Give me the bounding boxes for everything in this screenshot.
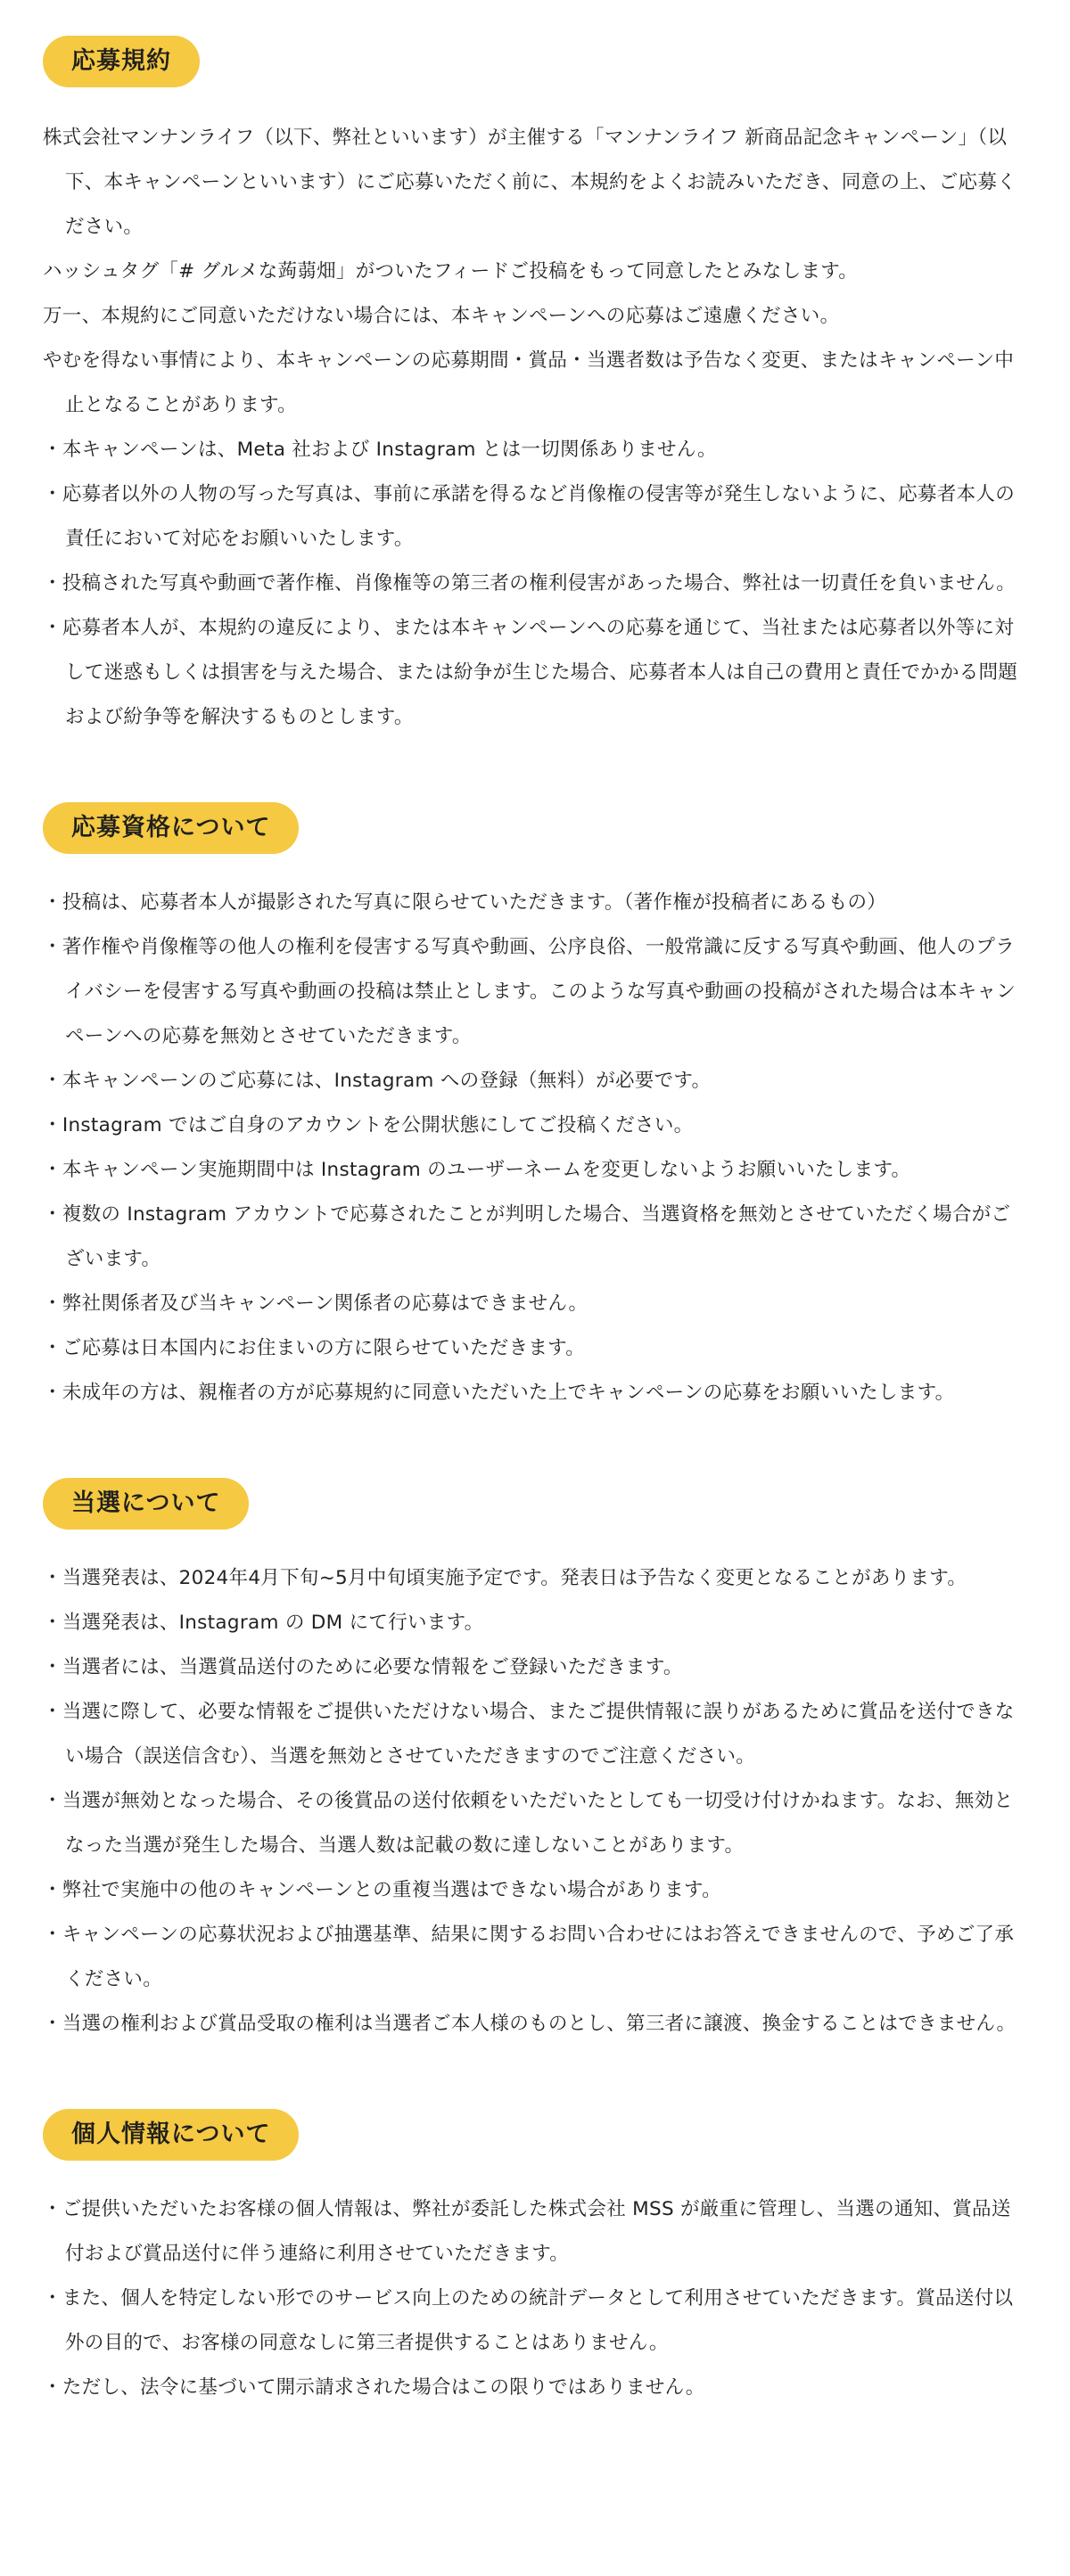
winning-bullet: ・当選発表は、2024年4月下旬~5月中旬頃実施予定です。発表日は予告なく変更となることがあります。	[43, 1567, 967, 1589]
privacy-bullet-text: ご提供いただいたお客様の個人情報は、弊社が委託した株式会社 MSS が厳重に管理し、当選の通知、賞品送付および賞品送付に伴う連絡に利用させていただきます。	[62, 2198, 1011, 2265]
eligibility-bullet-text: ご応募は日本国内にお住まいの方に限らせていただきます。	[62, 1337, 586, 1359]
eligibility-bullet-text: 複数の Instagram アカウントで応募されたことが判明した場合、当選資格を無効とさせていただく場合がございます。	[62, 1203, 1011, 1270]
rules-bullet-text: 応募者以外の人物の写った写真は、事前に承諾を得るなど肖像権の侵害等が発生しないように、応募者本人の責任において対応をお願いいたします。	[62, 483, 1016, 550]
winning-bullet-text: 当選者には、当選賞品送付のために必要な情報をご登録いただきます。	[62, 1656, 683, 1678]
rules-bullet-text: 応募者本人が、本規約の違反により、または本キャンペーンへの応募を通じて、当社または応募者以外等に対して迷惑もしくは損害を与えた場合、または紛争が生じた場合、応募者本人は自己の費用と責任でかかる問題および紛争等を解決するものとします。	[62, 617, 1018, 728]
eligibility-bullet-text: 本キャンペーンのご応募には、Instagram への登録（無料）が必要です。	[62, 1070, 712, 1092]
section-winning	[43, 1478, 1027, 2047]
rules-paragraph: 万一、本規約にご同意いただけない場合には、本キャンペーンへの応募はご遠慮ください。	[43, 305, 840, 327]
privacy-bullet: ・ご提供いただいたお客様の個人情報は、弊社が委託した株式会社 MSS が厳重に管理し、当選の通知、賞品送付および賞品送付に伴う連絡に利用させていただきます。	[43, 2198, 1011, 2265]
winning-bullet-text: 当選に際して、必要な情報をご提供いただけない場合、またご提供情報に誤りがあるために賞品を送付できない場合（誤送信含む）、当選を無効とさせていただきますのでご注意ください。	[62, 1701, 1015, 1768]
eligibility-bullet-text: 投稿は、応募者本人が撮影された写真に限らせていただきます。（著作権が投稿者にあるもの）	[62, 891, 887, 914]
eligibility-bullet: ・ご応募は日本国内にお住まいの方に限らせていただきます。	[43, 1337, 586, 1359]
eligibility-bullet: ・Instagram ではご自身のアカウントを公開状態にしてご投稿ください。	[43, 1114, 694, 1136]
section-application-rules	[43, 36, 1027, 740]
privacy-bullet: ・ただし、法令に基づいて開示請求された場合はこの限りではありません。	[43, 2376, 705, 2399]
section-heading-privacy: 個人情報について	[43, 2109, 299, 2161]
winning-bullet-text: 弊社で実施中の他のキャンペーンとの重複当選はできない場合があります。	[62, 1879, 721, 1901]
section-heading-eligibility: 応募資格について	[43, 802, 299, 854]
rules-paragraph: ハッシュタグ「# グルメな蒟蒻畑」がついたフィードご投稿をもって同意したとみなします。	[43, 260, 859, 283]
rules-bullet: ・応募者以外の人物の写った写真は、事前に承諾を得るなど肖像権の侵害等が発生しないように、応募者本人の責任において対応をお願いいたします。	[43, 483, 1016, 550]
rules-paragraph: やむを得ない事情により、本キャンペーンの応募期間・賞品・当選者数は予告なく変更、またはキャンペーン中止となることがあります。	[43, 349, 1015, 416]
eligibility-content	[43, 881, 1027, 1415]
winning-bullet: ・当選発表は、Instagram の DM にて行います。	[43, 1612, 484, 1634]
rules-bullet: ・投稿された写真や動画で著作権、肖像権等の第三者の権利侵害があった場合、弊社は一切責任を負いません。	[43, 572, 1017, 595]
rules-paragraph: 株式会社マンナンライフ（以下、弊社といいます）が主催する「マンナンライフ 新商品記念キャンペーン」（以下、本キャンペーンといいます）にご応募いただく前に、本規約をよくお読みいただき、同意の上、ご応募ください。	[43, 127, 1017, 238]
privacy-bullet-text: また、個人を特定しない形でのサービス向上のための統計データとして利用させていただきます。賞品送付以外の目的で、お客様の同意なしに第三者提供することはありません。	[62, 2287, 1014, 2354]
winning-bullet-text: 当選発表は、2024年4月下旬~5月中旬頃実施予定です。発表日は予告なく変更となることがあります。	[62, 1567, 967, 1589]
winning-bullet: ・弊社で実施中の他のキャンペーンとの重複当選はできない場合があります。	[43, 1879, 721, 1901]
section-privacy	[43, 2109, 1027, 2410]
rules-bullet-text: 本キャンペーンは、Meta 社および Instagram とは一切関係ありません。	[62, 439, 717, 461]
eligibility-bullet: ・本キャンペーンのご応募には、Instagram への登録（無料）が必要です。	[43, 1070, 712, 1092]
section-eligibility	[43, 802, 1027, 1415]
rules-bullet: ・本キャンペーンは、Meta 社および Instagram とは一切関係ありません。	[43, 439, 717, 461]
section-heading-rules: 応募規約	[43, 36, 200, 87]
privacy-content	[43, 2187, 1027, 2410]
eligibility-bullet-text: 著作権や肖像権等の他人の権利を侵害する写真や動画、公序良俗、一般常識に反する写真や動画、他人のプライバシーを侵害する写真や動画の投稿は禁止とします。このような写真や動画の投稿がされた場合は本キャンペーンへの応募を無効とさせていただきます。	[62, 936, 1017, 1047]
eligibility-bullet: ・本キャンペーン実施期間中は Instagram のユーザーネームを変更しないようお願いいたします。	[43, 1159, 911, 1181]
eligibility-bullet: ・複数の Instagram アカウントで応募されたことが判明した場合、当選資格を無効とさせていただく場合がございます。	[43, 1203, 1011, 1270]
section-heading-winning: 当選について	[43, 1478, 249, 1530]
winning-bullet: ・当選に際して、必要な情報をご提供いただけない場合、またご提供情報に誤りがあるために賞品を送付できない場合（誤送信含む）、当選を無効とさせていただきますのでご注意ください。	[43, 1701, 1015, 1768]
winning-bullet: ・当選の権利および賞品受取の権利は当選者ご本人様のものとし、第三者に譲渡、換金することはできません。	[43, 2013, 1017, 2035]
winning-content	[43, 1556, 1027, 2047]
privacy-bullet: ・また、個人を特定しない形でのサービス向上のための統計データとして利用させていただきます。賞品送付以外の目的で、お客様の同意なしに第三者提供することはありません。	[43, 2287, 1014, 2354]
winning-bullet-text: 当選発表は、Instagram の DM にて行います。	[62, 1612, 484, 1634]
rules-bullet-text: 投稿された写真や動画で著作権、肖像権等の第三者の権利侵害があった場合、弊社は一切責任を負いません。	[62, 572, 1017, 595]
eligibility-bullet: ・著作権や肖像権等の他人の権利を侵害する写真や動画、公序良俗、一般常識に反する写真や動画、他人のプライバシーを侵害する写真や動画の投稿は禁止とします。このような写真や動画の投稿がされた場合は本キャンペーンへの応募を無効とさせていただきます。	[43, 936, 1017, 1047]
winning-bullet-text: 当選が無効となった場合、その後賞品の送付依頼をいただいたとしても一切受け付けかねます。なお、無効となった当選が発生した場合、当選人数は記載の数に達しないことがあります。	[62, 1790, 1014, 1857]
privacy-bullet-text: ただし、法令に基づいて開示請求された場合はこの限りではありません。	[62, 2376, 705, 2399]
eligibility-bullet: ・未成年の方は、親権者の方が応募規約に同意いただいた上でキャンペーンの応募をお願いいたします。	[43, 1382, 955, 1404]
eligibility-bullet-text: 未成年の方は、親権者の方が応募規約に同意いただいた上でキャンペーンの応募をお願いいたします。	[62, 1382, 955, 1404]
eligibility-bullet: ・弊社関係者及び当キャンペーン関係者の応募はできません。	[43, 1292, 588, 1315]
winning-bullet: ・キャンペーンの応募状況および抽選基準、結果に関するお問い合わせにはお答えできませんので、予めご了承ください。	[43, 1924, 1015, 1990]
rules-bullet: ・応募者本人が、本規約の違反により、または本キャンペーンへの応募を通じて、当社または応募者以外等に対して迷惑もしくは損害を与えた場合、または紛争が生じた場合、応募者本人は自己の費用と責任でかかる問題および紛争等を解決するものとします。	[43, 617, 1018, 728]
eligibility-bullet-text: 本キャンペーン実施期間中は Instagram のユーザーネームを変更しないようお願いいたします。	[62, 1159, 911, 1181]
eligibility-bullet-text: 弊社関係者及び当キャンペーン関係者の応募はできません。	[62, 1292, 588, 1315]
eligibility-bullet: ・投稿は、応募者本人が撮影された写真に限らせていただきます。（著作権が投稿者にあるもの）	[43, 891, 887, 914]
eligibility-bullet-text: Instagram ではご自身のアカウントを公開状態にしてご投稿ください。	[62, 1114, 694, 1136]
winning-bullet: ・当選が無効となった場合、その後賞品の送付依頼をいただいたとしても一切受け付けかねます。なお、無効となった当選が発生した場合、当選人数は記載の数に達しないことがあります。	[43, 1790, 1014, 1857]
winning-bullet: ・当選者には、当選賞品送付のために必要な情報をご登録いただきます。	[43, 1656, 683, 1678]
winning-bullet-text: 当選の権利および賞品受取の権利は当選者ご本人様のものとし、第三者に譲渡、換金することはできません。	[62, 2013, 1017, 2035]
rules-content	[43, 116, 1027, 740]
winning-bullet-text: キャンペーンの応募状況および抽選基準、結果に関するお問い合わせにはお答えできませんので、予めご了承ください。	[62, 1924, 1015, 1990]
